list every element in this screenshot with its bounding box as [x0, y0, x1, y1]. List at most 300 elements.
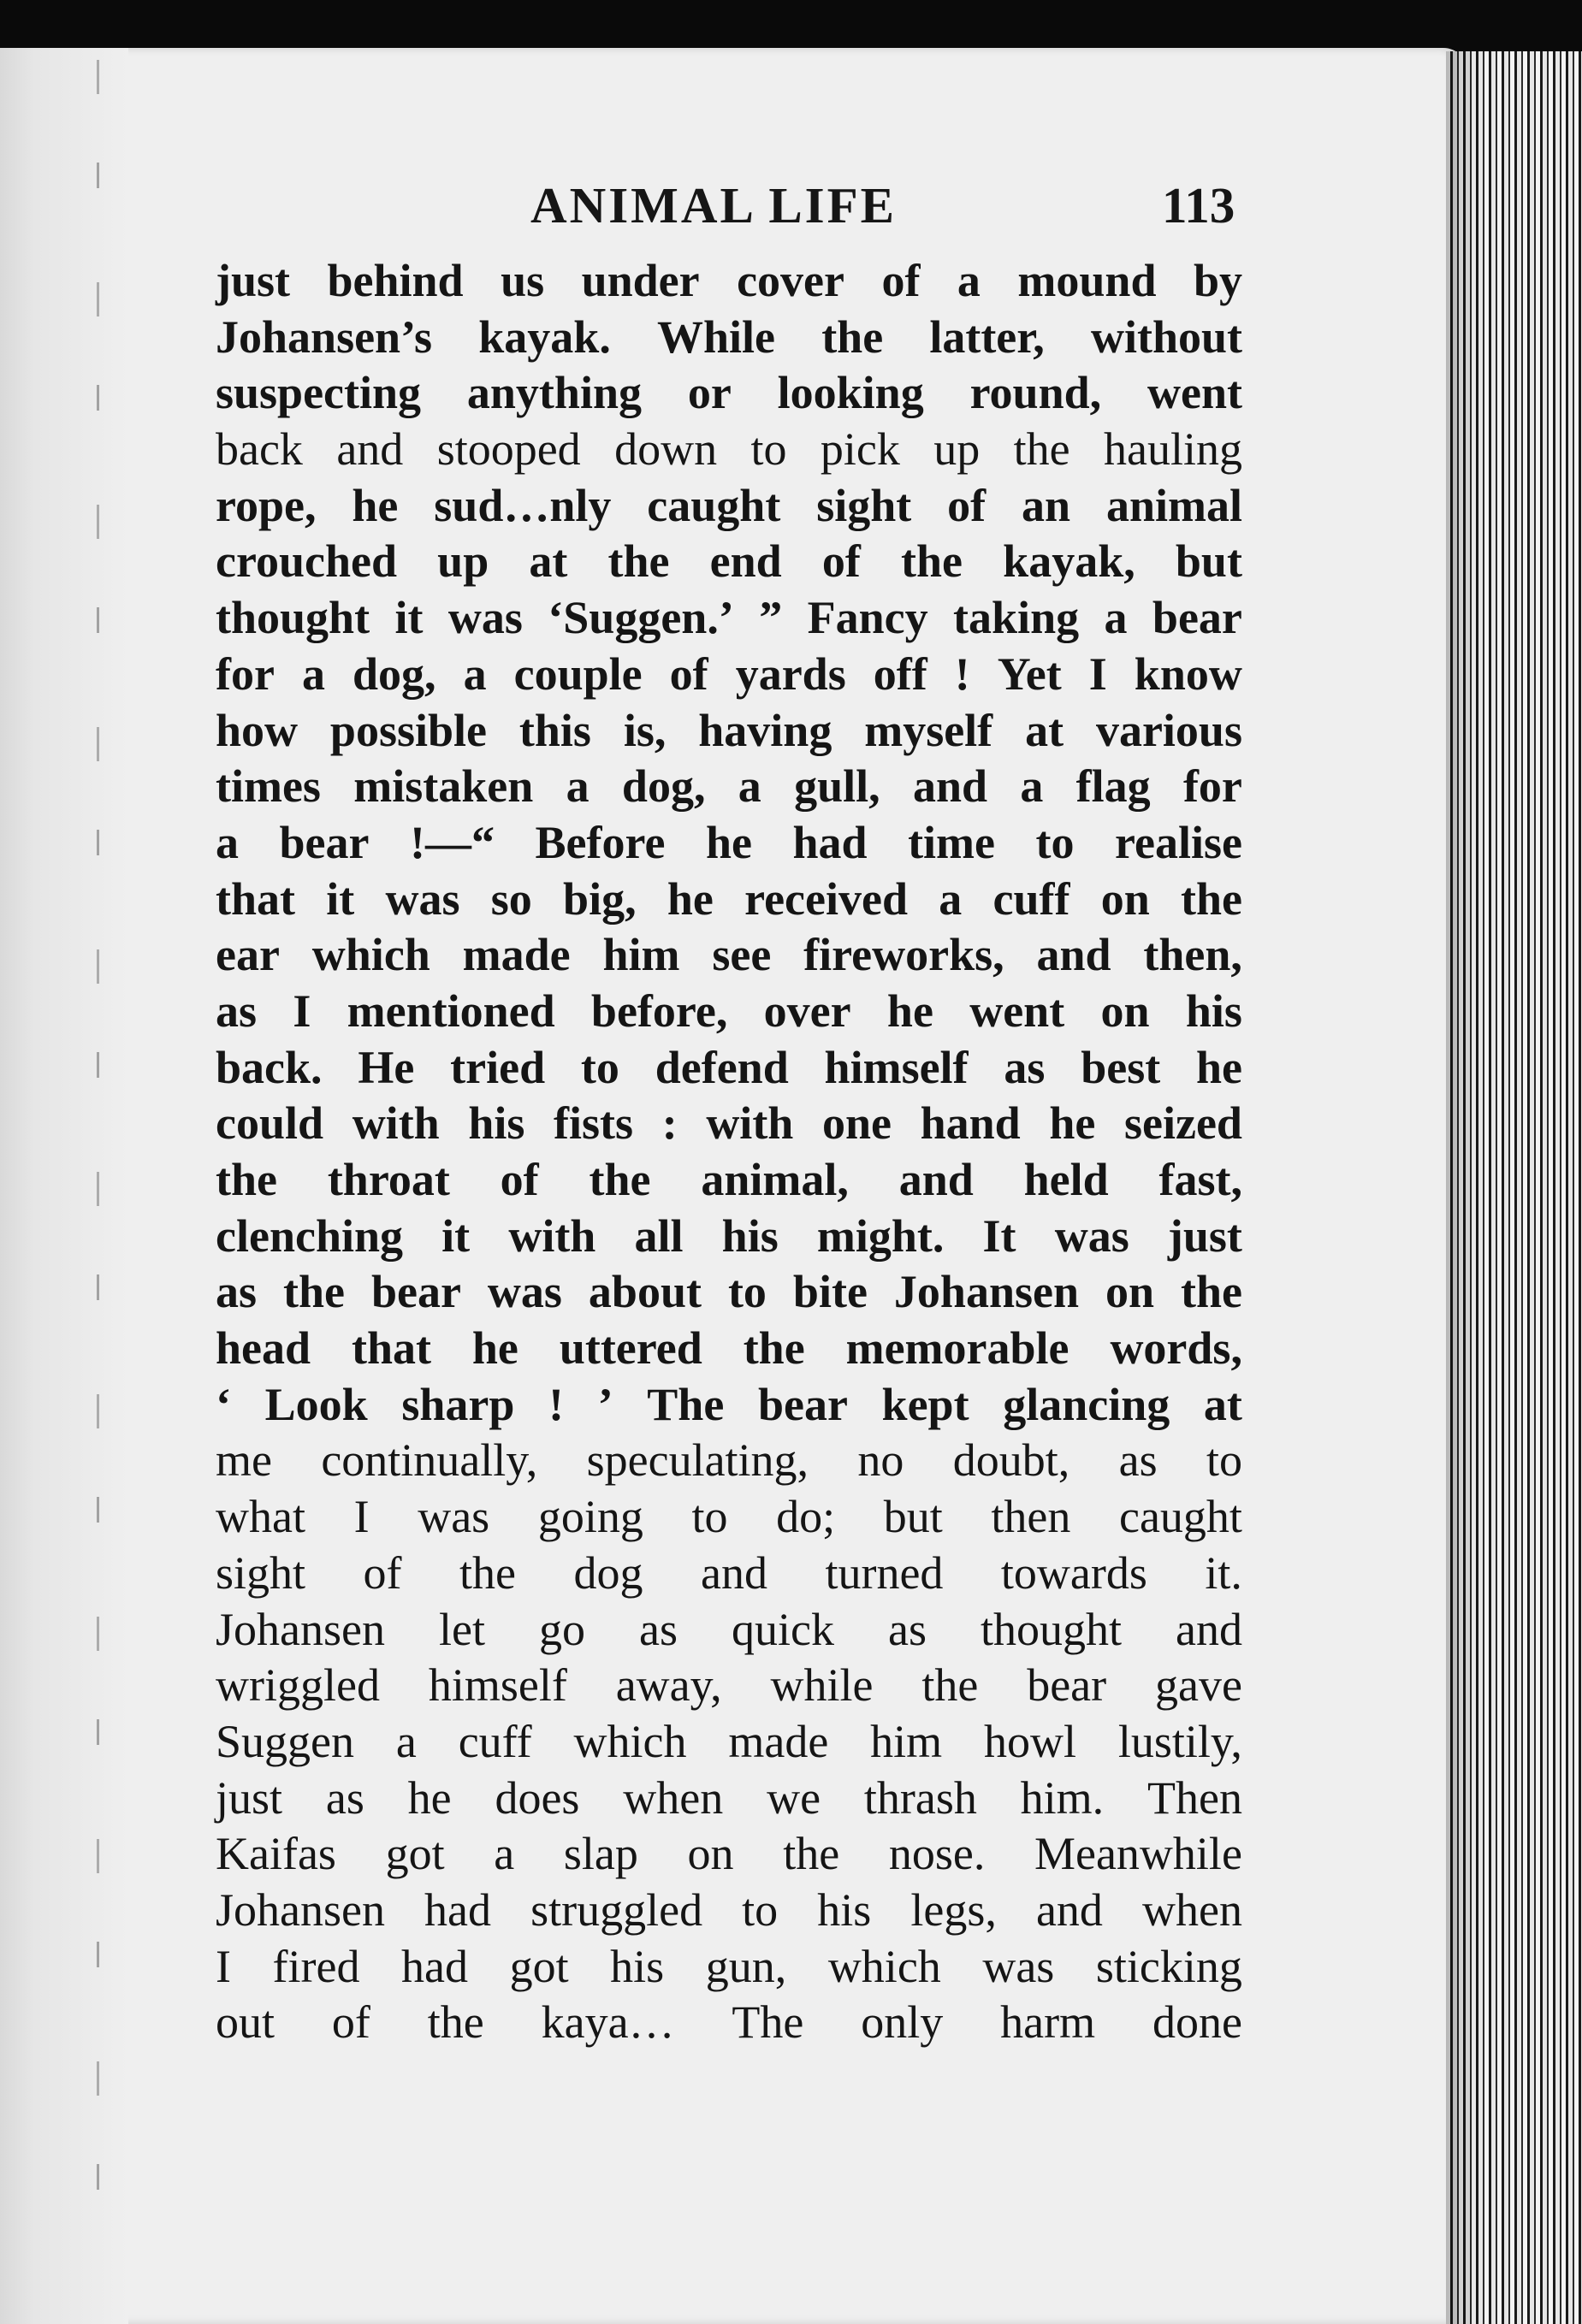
text-word: myself	[864, 704, 993, 756]
text-word: Suggen	[216, 1715, 354, 1767]
text-word: was	[418, 1491, 490, 1543]
text-word: caught	[647, 479, 781, 531]
text-word: for	[216, 648, 275, 700]
text-word: before,	[590, 985, 728, 1037]
text-word: pick	[820, 423, 900, 476]
text-word: I	[353, 1491, 370, 1543]
text-word: up	[437, 535, 489, 588]
text-word: him	[870, 1715, 943, 1767]
text-word: that	[351, 1322, 431, 1375]
text-word: it.	[1205, 1546, 1242, 1599]
text-word: caught	[1118, 1491, 1242, 1543]
text-word: of	[947, 479, 987, 531]
text-word: for	[1182, 760, 1242, 813]
text-word: taking	[953, 592, 1080, 644]
text-word: !—“	[410, 816, 495, 868]
text-word: continually,	[321, 1434, 538, 1487]
text-word: and	[1036, 929, 1111, 981]
text-line	[216, 1826, 1242, 1883]
text-word: the	[283, 1266, 345, 1318]
text-word: possible	[329, 704, 487, 756]
text-line	[216, 534, 1242, 590]
text-word: gull,	[794, 760, 880, 813]
text-word: he	[352, 479, 399, 531]
page-number: 113	[1162, 177, 1235, 234]
text-word: mound	[1017, 255, 1157, 306]
text-word: a	[494, 1828, 515, 1880]
text-line	[216, 984, 1242, 1040]
text-word: I	[293, 985, 311, 1037]
text-word: The	[647, 1378, 725, 1430]
text-word: sticking	[1095, 1940, 1242, 1992]
text-line	[216, 703, 1242, 760]
text-word: a	[939, 872, 963, 925]
text-word: best	[1081, 1041, 1161, 1093]
text-word: the	[459, 1546, 516, 1599]
text-word: and	[336, 423, 404, 476]
text-word: gun,	[705, 1940, 787, 1992]
text-word: Kaifas	[216, 1828, 336, 1880]
text-word: mistaken	[353, 760, 534, 813]
page-header	[214, 176, 1241, 245]
text-word: by	[1193, 255, 1242, 306]
text-word: words,	[1110, 1322, 1242, 1375]
text-word: over	[763, 985, 851, 1037]
text-word: to	[1206, 1434, 1242, 1487]
text-word: various	[1095, 704, 1242, 756]
text-word: kayak,	[1003, 535, 1135, 588]
text-line	[216, 1939, 1242, 1996]
text-word: ’	[597, 1378, 613, 1430]
text-word: bear	[279, 816, 370, 868]
text-word: what	[216, 1491, 305, 1543]
text-word: Meanwhile	[1034, 1828, 1242, 1880]
text-word: got	[509, 1940, 569, 1992]
text-word: yards	[735, 648, 846, 700]
text-word: do;	[776, 1491, 836, 1543]
text-word: back.	[216, 1041, 323, 1093]
text-word: lustily,	[1117, 1715, 1242, 1767]
text-word: while	[770, 1659, 874, 1712]
text-word: and	[912, 760, 988, 813]
text-word: hauling	[1104, 423, 1242, 476]
text-line	[216, 1264, 1242, 1321]
text-word: slap	[563, 1828, 638, 1880]
text-word: could	[216, 1097, 324, 1150]
text-word: to	[742, 1883, 779, 1936]
text-word: held	[1023, 1154, 1109, 1205]
text-word: realise	[1115, 816, 1242, 868]
text-word: was	[447, 592, 523, 644]
text-word: let	[438, 1603, 485, 1655]
text-word: then	[991, 1491, 1071, 1543]
text-word: animal,	[701, 1154, 849, 1205]
text-word: sud…nly	[434, 479, 612, 531]
text-word: I	[216, 1940, 231, 1992]
text-word: him	[602, 929, 680, 981]
text-word: his	[1185, 985, 1242, 1037]
text-word: as	[888, 1603, 927, 1655]
text-word: looking	[777, 367, 924, 419]
text-line	[216, 815, 1242, 872]
text-word: to	[691, 1491, 728, 1543]
text-word: see	[712, 929, 772, 981]
text-word: on	[1100, 872, 1150, 925]
text-word: Johansen	[216, 1603, 385, 1655]
text-word: ‘	[216, 1378, 231, 1430]
text-line	[216, 1771, 1242, 1827]
text-word: throat	[327, 1154, 450, 1205]
text-word: about	[588, 1266, 702, 1318]
text-word: of	[821, 535, 861, 588]
text-word: He	[358, 1041, 415, 1093]
text-line	[216, 759, 1242, 815]
text-line	[216, 927, 1242, 984]
text-line	[216, 310, 1242, 366]
text-word: flag	[1075, 760, 1151, 813]
text-word: under	[581, 255, 700, 306]
text-word: at	[1203, 1378, 1242, 1430]
text-word: quick	[732, 1603, 834, 1655]
text-word: back	[216, 423, 303, 476]
text-word: sharp	[401, 1378, 515, 1430]
text-word: speculating,	[586, 1434, 809, 1487]
text-word: away,	[615, 1659, 722, 1712]
text-word: of	[881, 255, 921, 306]
text-word: time	[908, 816, 995, 868]
text-word: tried	[450, 1041, 546, 1093]
text-word: a	[1020, 760, 1044, 813]
gutter-edge-marks	[97, 60, 99, 2250]
text-word: out	[216, 1996, 276, 2049]
text-word: Johansen’s	[216, 310, 433, 363]
text-word: might.	[816, 1209, 945, 1262]
text-word: he	[407, 1771, 452, 1824]
text-word: his	[610, 1940, 665, 1992]
text-word: as	[639, 1603, 678, 1655]
text-word: thought	[981, 1603, 1123, 1655]
text-line	[216, 647, 1242, 703]
text-word: does	[495, 1771, 580, 1824]
text-word: himself	[428, 1659, 567, 1712]
text-word: a	[301, 648, 325, 700]
text-word: doubt,	[952, 1434, 1070, 1487]
text-word: on	[1105, 1266, 1155, 1318]
text-word: on	[1100, 985, 1150, 1037]
text-word: made	[728, 1715, 829, 1767]
text-word: he	[667, 872, 714, 925]
text-word: bear	[370, 1266, 461, 1318]
text-word: end	[709, 535, 782, 588]
text-word: cuff	[992, 872, 1070, 925]
text-word: Then	[1147, 1771, 1242, 1824]
text-word: legs,	[910, 1883, 997, 1936]
text-word: the	[607, 535, 670, 588]
text-word: how	[216, 704, 299, 756]
text-word: went	[1147, 367, 1242, 419]
text-line	[216, 1658, 1242, 1714]
running-head: ANIMAL LIFE	[530, 177, 898, 234]
text-word: went	[969, 985, 1065, 1037]
text-word: !	[954, 648, 970, 700]
text-line	[216, 1096, 1242, 1152]
text-word: to	[1035, 816, 1075, 868]
text-word: bite	[792, 1266, 868, 1318]
text-line	[216, 1995, 1242, 2051]
text-word: when	[623, 1771, 724, 1824]
text-word: was	[385, 872, 460, 925]
text-word: we	[767, 1771, 821, 1824]
text-word: a	[738, 760, 761, 813]
text-word: struggled	[530, 1883, 703, 1936]
text-word: Before	[535, 816, 666, 868]
text-word: Look	[264, 1378, 368, 1430]
text-word: just	[216, 1771, 283, 1824]
text-word: at	[529, 535, 568, 588]
text-word: and	[701, 1546, 767, 1599]
text-word: I	[1088, 648, 1107, 700]
text-word: when	[1141, 1883, 1242, 1936]
text-word: rope,	[216, 479, 317, 531]
text-word: one	[821, 1097, 892, 1150]
text-word: clenching	[216, 1209, 404, 1262]
text-word: thought	[216, 592, 370, 644]
text-word: sight	[816, 479, 912, 531]
text-word: sight	[216, 1546, 306, 1599]
text-word: the	[1181, 872, 1242, 925]
text-word: his	[817, 1883, 872, 1936]
text-word: he	[471, 1322, 518, 1375]
text-word: mentioned	[347, 985, 555, 1037]
text-word: as	[1118, 1434, 1158, 1487]
text-word: and	[1035, 1883, 1103, 1936]
text-word: that	[216, 872, 295, 925]
text-word: times	[216, 760, 321, 813]
text-line	[216, 590, 1242, 647]
text-word: bear	[1152, 592, 1242, 644]
text-word: It	[982, 1209, 1016, 1262]
text-word: a	[463, 648, 487, 700]
text-word: up	[933, 423, 981, 476]
text-word: which	[311, 929, 430, 981]
text-word: dog,	[621, 760, 706, 813]
text-word: to	[580, 1041, 619, 1093]
text-word: cuff	[458, 1715, 532, 1767]
text-word: crouched	[216, 535, 397, 588]
text-word: go	[538, 1603, 585, 1655]
text-line	[216, 1040, 1242, 1097]
text-word: having	[698, 704, 832, 756]
text-word: defend	[655, 1041, 789, 1093]
text-word: a	[1104, 592, 1128, 644]
text-word: round,	[969, 367, 1102, 419]
text-word: so	[490, 872, 532, 925]
text-word: anything	[466, 367, 642, 419]
text-word: Yet	[997, 648, 1062, 700]
text-word: the	[589, 1154, 651, 1205]
text-word: kayak.	[478, 310, 611, 363]
text-word: a	[216, 816, 239, 868]
text-word: suspecting	[216, 367, 422, 419]
text-line	[216, 422, 1242, 478]
text-word: of	[331, 1996, 370, 2049]
text-word: uttered	[559, 1322, 702, 1375]
text-word: hand	[920, 1097, 1021, 1150]
text-word: seized	[1124, 1097, 1242, 1150]
text-word: behind	[327, 255, 464, 306]
text-line	[216, 1152, 1242, 1209]
text-word: ‘Suggen.’	[548, 592, 734, 644]
text-word: dog,	[353, 648, 436, 700]
text-line	[216, 365, 1242, 422]
text-word: towards	[1000, 1546, 1147, 1599]
text-line	[216, 1321, 1242, 1377]
text-word: us	[501, 255, 545, 306]
text-word: to	[750, 423, 787, 476]
text-word: done	[1152, 1996, 1242, 2049]
text-word: had	[424, 1883, 492, 1936]
text-word: me	[216, 1434, 272, 1487]
text-word: he	[886, 985, 933, 1037]
text-word: the	[1013, 423, 1070, 476]
text-word: the	[901, 535, 963, 588]
text-word: the	[783, 1828, 840, 1880]
text-word: nose.	[888, 1828, 986, 1880]
text-word: stooped	[436, 423, 581, 476]
text-word: !	[548, 1378, 564, 1430]
text-word: latter,	[929, 310, 1045, 363]
text-line	[216, 1602, 1242, 1659]
text-word: a	[395, 1715, 417, 1767]
text-line	[216, 1433, 1242, 1489]
text-word: a	[957, 255, 981, 306]
text-word: of	[669, 648, 708, 700]
text-word: with	[352, 1097, 440, 1150]
text-word: as	[325, 1771, 364, 1824]
text-word: harm	[1000, 1996, 1096, 2049]
text-line	[216, 872, 1242, 928]
text-word: fireworks,	[803, 929, 1004, 981]
text-word: the	[743, 1322, 805, 1375]
text-word: it	[394, 592, 424, 644]
text-word: kaya…	[541, 1996, 675, 2049]
text-word: fists	[554, 1097, 634, 1150]
text-word: but	[1175, 535, 1242, 588]
page-gutter-shade	[0, 48, 128, 2324]
text-line	[216, 1377, 1242, 1434]
text-word: ”	[759, 592, 783, 644]
text-word: of	[500, 1154, 539, 1205]
text-word: memorable	[845, 1322, 1069, 1375]
text-word: know	[1134, 648, 1242, 700]
text-word: he	[705, 816, 752, 868]
text-word: bear	[1027, 1659, 1107, 1712]
text-word: glancing	[1003, 1378, 1170, 1430]
text-word: then,	[1143, 929, 1242, 981]
text-word: going	[537, 1491, 643, 1543]
text-word: wriggled	[216, 1659, 380, 1712]
text-word: as	[216, 1266, 258, 1318]
text-word: got	[385, 1828, 445, 1880]
text-word: gave	[1155, 1659, 1242, 1712]
text-word: head	[216, 1322, 311, 1375]
text-word: his	[468, 1097, 525, 1150]
text-word: this	[518, 704, 591, 756]
text-word: but	[883, 1491, 943, 1543]
text-word: was	[1054, 1209, 1129, 1262]
text-word: fast,	[1158, 1154, 1242, 1205]
text-word: no	[857, 1434, 904, 1487]
text-line	[216, 1209, 1242, 1265]
text-word: with	[706, 1097, 794, 1150]
text-word: to	[727, 1266, 767, 1318]
text-line	[216, 1546, 1242, 1602]
text-word: big,	[563, 872, 637, 925]
text-word: it	[326, 872, 355, 925]
text-word: the	[1181, 1266, 1242, 1318]
text-word: on	[687, 1828, 734, 1880]
text-word: or	[687, 367, 732, 419]
book-edge-shadow	[1446, 51, 1480, 2324]
text-line	[216, 253, 1242, 310]
text-word: had	[401, 1940, 469, 1992]
text-word: had	[792, 816, 868, 868]
text-word: of	[363, 1546, 402, 1599]
text-word: is,	[623, 704, 667, 756]
text-word: and	[1176, 1603, 1242, 1655]
text-word: which	[573, 1715, 687, 1767]
text-word: couple	[513, 648, 643, 700]
text-word: him.	[1020, 1771, 1105, 1824]
text-line	[216, 1489, 1242, 1546]
text-word: animal	[1105, 479, 1242, 531]
text-word: his	[721, 1209, 779, 1262]
text-word: While	[657, 310, 776, 363]
text-word: it	[441, 1209, 471, 1262]
text-word: off	[873, 648, 927, 700]
text-word: with	[508, 1209, 596, 1262]
text-word: received	[744, 872, 908, 925]
text-word: all	[634, 1209, 684, 1262]
text-word: :	[661, 1097, 678, 1150]
text-word: ear	[216, 929, 280, 981]
body-text	[216, 253, 1242, 2051]
text-word: dog	[573, 1546, 643, 1599]
text-word: as	[216, 985, 258, 1037]
text-word: The	[732, 1996, 804, 2049]
text-word: the	[821, 310, 884, 363]
text-word: kept	[881, 1378, 969, 1430]
text-word: turned	[825, 1546, 944, 1599]
text-word: the	[921, 1659, 979, 1712]
text-word: just	[1167, 1209, 1242, 1262]
text-word: and	[898, 1154, 974, 1205]
text-word: at	[1025, 704, 1064, 756]
text-line	[216, 1883, 1242, 1939]
text-word: the	[427, 1996, 484, 2049]
text-word: fired	[272, 1940, 360, 1992]
text-line	[216, 478, 1242, 535]
text-word: made	[462, 929, 571, 981]
text-word: down	[614, 423, 718, 476]
text-word: was	[982, 1940, 1055, 1992]
text-word: only	[861, 1996, 944, 2049]
text-word: Johansen	[893, 1266, 1079, 1318]
text-word: he	[1196, 1041, 1242, 1093]
text-word: which	[827, 1940, 941, 1992]
text-line	[216, 1714, 1242, 1771]
text-word: Johansen	[216, 1883, 385, 1936]
